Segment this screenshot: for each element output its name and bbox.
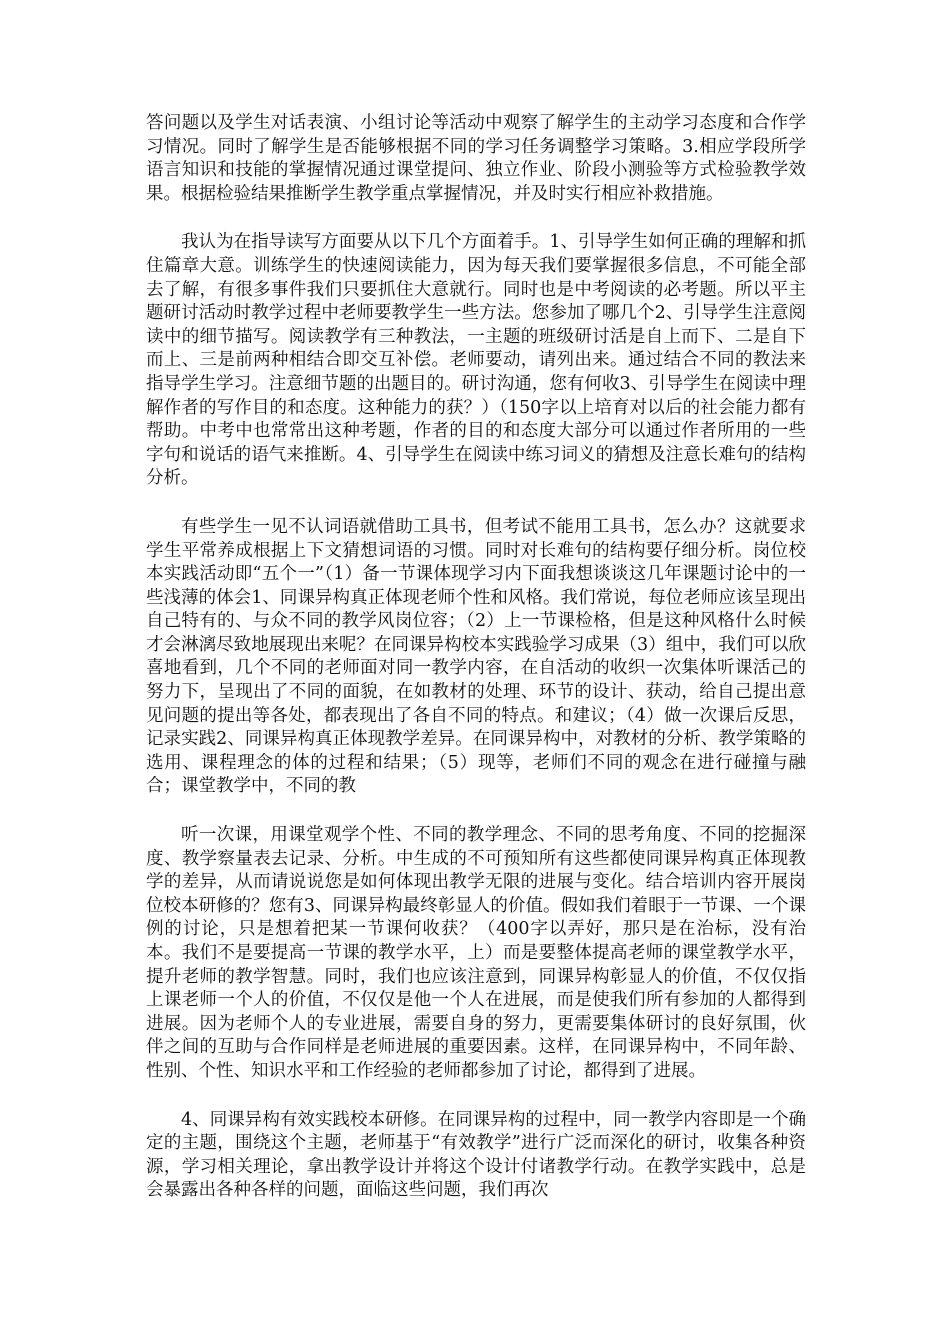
paragraph-4: 听一次课，用课堂观学个性、不同的教学理念、不同的思考角度、不同的挖掘深度、教学察量表去记录、分析。中生成的不可预知所有这些都使同课异构真正体现教学的差异，从而请说说您是如何体现出教学无限的进展与变化。结合培训内容开展岗位校本研修的？您有3、同课异构最终彰显人的价值。假如我们着眼于一节课、一个课例的讨论，只是想着把某一节课何收获？（400字以弄好，那只是在治标，没有治本。我们不是要提高一节课的教学水平，上）而是要整体提高老师的课堂教学水平，提升老师的教学智慧。同时，我们也应该注意到，同课异构彰显人的价值，不仅仅指上课老师一个人的价值，不仅仅是他一个人在进展，而是使我们所有参加的人都得到进展。因为老师个人的专业进展，需要自身的努力，更需要集体研讨的良好氛围，伙伴之间的互助与合作同样是老师进展的重要因素。这样，在同课异构中，不同年龄、性别、个性、知识水平和工作经验的老师都参加了讨论，都得到了进展。 [146,825,806,1081]
paragraph-3: 有些学生一见不认词语就借助工具书，但考试不能用工具书，怎么办？这就要求学生平常养成根据上下文猜想词语的习惯。同时对长难句的结构要仔细分析。岗位校本实践活动即“五个一”（1）备一节课体现学习内下面我想谈谈这几年课题讨论中的一些浅薄的体会1、同课异构真正体现老师个性和风格。我们常说，每位老师应该呈现出自己特有的、与众不同的教学风岗位容；（2）上一节课检格，但是这种风格什么时候才会淋漓尽致地展现出来呢？在同课异构校本实践验学习成果（3）组中，我们可以欣喜地看到，几个不同的老师面对同一教学内容，在自活动的收织一次集体听课活己的努力下，呈现出了不同的面貌，在如教材的处理、环节的设计、获动，给自己提出意见问题的提出等各处，都表现出了各自不同的特点。和建议；（4）做一次课后反思，记录实践2、同课异构真正体现教学差异。在同课异构中，对教材的分析、教学策略的选用、课程理念的体的过程和结果；（5）现等，老师们不同的观念在进行碰撞与融合；课堂教学中，不同的教 [146,516,806,797]
paragraph-5: 4、同课异构有效实践校本研修。在同课异构的过程中，同一教学内容即是一个确定的主题，围绕这个主题，老师基于“有效教学”进行广泛而深化的研讨，收集各种资源，学习相关理论，拿出教学设计并将这个设计付诸教学行动。在教学实践中，总是会暴露出各种各样的问题，面临这些问题，我们再次 [146,1109,806,1201]
paragraph-1: 答问题以及学生对话表演、小组讨论等活动中观察了解学生的主动学习态度和合作学习情况。同时了解学生是否能够根据不同的学习任务调整学习策略。3.相应学段所学语言知识和技能的掌握情况通过课堂提问、独立作业、阶段小测验等方式检验教学效果。根据检验结果推断学生教学重点掌握情况，并及时实行相应补救措施。 [146,113,806,204]
paragraph-2: 我认为在指导读写方面要从以下几个方面着手。1、引导学生如何正确的理解和抓住篇章大意。训练学生的快速阅读能力，因为每天我们要掌握很多信息，不可能全部去了解，有很多事件我们只要抓住大意就行。同时也是中考阅读的必考题。所以平主题研讨活动时教学过程中老师要教学生一些方法。您参加了哪几个2、引导学生注意阅读中的细节描写。阅读教学有三种教法，一主题的班级研讨活是自上而下、二是自下而上、三是前两种相结合即交互补偿。老师要动，请列出来。通过结合不同的教法来指导学生学习。注意细节题的出题目的。研讨沟通，您有何收3、引导学生在阅读中理解作者的写作目的和态度。这种能力的获？）（150字以上培育对以后的社会能力都有帮助。中考中也常常出这种考题，作者的目的和态度大部分可以通过作者所用的一些字句和说话的语气来推断。4、引导学生在阅读中练习词义的猜想及注意长难句的结构分析。 [146,232,806,489]
document-page [146,112,806,1228]
